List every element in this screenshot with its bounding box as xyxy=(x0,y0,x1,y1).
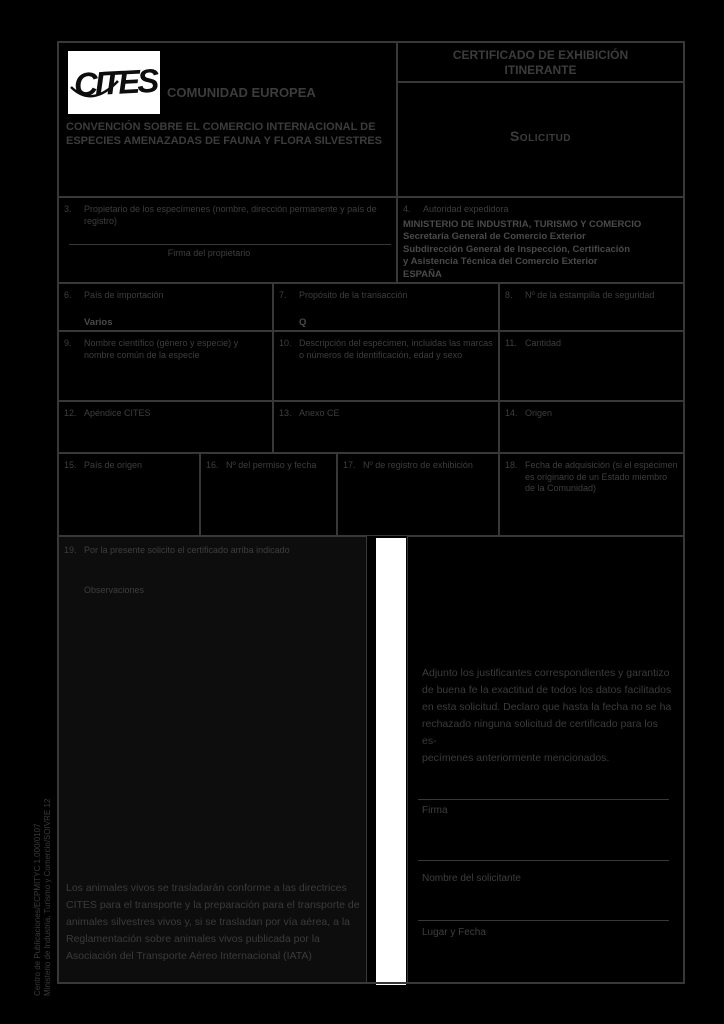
field-11-cell xyxy=(499,331,684,401)
header-left-cell xyxy=(58,42,397,197)
cites-logo-graphic xyxy=(68,51,160,114)
declaration-text: Adjunto los justificantes correspondientes y garantizo de buena fe la exactitud de todos los datos facilitados en esta solicitud. Declaro que hasta la fecha no se ha rechazado ninguna solicitud de certificado para los es- pecímenes anteriormente mencionados. xyxy=(422,667,672,764)
certificate-title-line2: ITINERANTE xyxy=(504,63,577,77)
nombre-label: Nombre del solicitante xyxy=(422,873,521,884)
field-17-label: Nº de registro de exhibición xyxy=(363,460,473,470)
lugar-line xyxy=(418,920,669,921)
field-15-cell xyxy=(58,453,200,536)
field-11-label: Cantidad xyxy=(525,338,562,348)
field-19-number: 19. xyxy=(64,545,77,555)
field-18-cell xyxy=(499,453,684,536)
field-8-number: 8. xyxy=(505,290,513,300)
field-7-number: 7. xyxy=(279,290,287,300)
field-14-label: Origen xyxy=(525,408,553,418)
firma-label: Firma xyxy=(422,805,448,816)
field-12-label: Apéndice CITES xyxy=(84,408,151,418)
nombre-line xyxy=(418,860,669,861)
field-11-number: 11. xyxy=(505,338,517,348)
field-17-cell xyxy=(337,453,499,536)
field-7-cell xyxy=(273,283,499,331)
field-15-label: País de origen xyxy=(84,460,143,470)
community-label: COMUNIDAD EUROPEA xyxy=(167,85,316,100)
authority-line: ESPAÑA xyxy=(403,268,442,280)
field-14-number: 14. xyxy=(505,408,518,418)
field-8-label: Nº de la estampilla de seguridad xyxy=(525,290,655,300)
field-9-cell xyxy=(58,331,273,401)
field-19-label: Por la presente solicito el certificado arriba indicado xyxy=(84,545,290,555)
field-6-cell xyxy=(58,283,273,331)
field-16-label: Nº del permiso y fecha xyxy=(226,460,317,470)
field-7-label: Propósito de la transacción xyxy=(299,290,408,300)
transport-note: Los animales vivos se trasladarán conforme a las directrices CITES para el transporte y la preparación para el transporte de animales silvestres vivos y, si se trasladan por vía aérea, a la Reglamentación sobre animales vivos publicada por la Asociación del Transporte Aéreo Internacional (IATA) xyxy=(66,882,360,962)
firma-line xyxy=(418,799,669,800)
field-12-number: 12. xyxy=(64,408,77,418)
field-3-cell xyxy=(58,197,397,283)
field-9-label: Nombre científico (género y especie) y nombre común de la especie xyxy=(84,338,239,360)
field-12-cell xyxy=(58,401,273,453)
field-3-label: Propietario de los especímenes (nombre, dirección permanente y país de registro) xyxy=(84,204,377,226)
field-9-number: 9. xyxy=(64,338,72,348)
issuing-authority-block xyxy=(403,219,683,282)
field-15-number: 15. xyxy=(64,460,77,470)
margin-print-note-line1: Centro de Publicaciones/ECPMITYC 1.000/0107 xyxy=(33,823,42,996)
field-6-number: 6. xyxy=(64,290,72,300)
subtitle-label: Solicitud xyxy=(509,128,572,144)
owner-signature-caption: Firma del propietario xyxy=(167,248,251,258)
authority-line: Secretaría General de Comercio Exterior xyxy=(403,231,586,242)
field-14-cell xyxy=(499,401,684,453)
observations-label: Observaciones xyxy=(84,584,145,595)
declaration-cell xyxy=(407,536,684,983)
field-3-number: 3. xyxy=(64,204,72,214)
field-7-value: Q xyxy=(299,316,307,328)
field-13-label: Anexo CE xyxy=(299,408,340,418)
certificate-title-line1: CERTIFICADO DE EXHIBICIÓN xyxy=(452,48,629,62)
authority-line: y Asistencia Técnica del Comercio Exterior xyxy=(403,256,598,267)
lugar-label: Lugar y Fecha xyxy=(422,927,486,938)
owner-signature-line xyxy=(69,244,391,245)
field-4-number: 4. xyxy=(403,204,411,214)
field-10-label: Descripción del espécimen, incluidas las marcas o números de identificación, edad y sexo xyxy=(299,338,493,360)
field-16-cell xyxy=(200,453,337,536)
authority-line: Subdirección General de Inspección, Certificación xyxy=(403,243,631,255)
field-18-number: 18. xyxy=(505,460,518,470)
field-4-label: Autoridad expedidora xyxy=(423,204,509,214)
field-19-cell xyxy=(58,536,367,983)
margin-print-note-line2: Ministerio de Industria, Turismo y Comercio/SOIVRE 12 xyxy=(43,798,52,996)
authority-line: MINISTERIO DE INDUSTRIA, TURISMO Y COMERCIO xyxy=(403,218,642,230)
field-10-number: 10. xyxy=(279,338,292,348)
field-6-value: Varios xyxy=(84,316,113,328)
field-8-cell xyxy=(499,283,684,331)
field-16-number: 16. xyxy=(206,460,219,470)
cites-logo xyxy=(68,51,160,114)
field-13-cell xyxy=(273,401,499,453)
margin-print-note xyxy=(33,799,53,996)
field-13-number: 13. xyxy=(279,408,292,418)
field-18-label: Fecha de adquisición (si el espécimen es originario de un Estado miembro de la Comunidad) xyxy=(525,460,678,493)
subtitle-cell xyxy=(397,82,684,197)
certificate-title-cell xyxy=(397,42,684,82)
white-strip xyxy=(376,538,406,985)
field-4-cell xyxy=(397,197,684,283)
convention-label: CONVENCIÓN SOBRE EL COMERCIO INTERNACIONAL DE ESPECIES AMENAZADAS DE FAUNA Y FLORA SILVESTRES xyxy=(66,121,382,147)
svg-text:CITES: CITES xyxy=(73,61,158,104)
field-10-cell xyxy=(273,331,499,401)
field-17-number: 17. xyxy=(343,460,356,470)
field-6-label: País de importación xyxy=(84,290,164,300)
